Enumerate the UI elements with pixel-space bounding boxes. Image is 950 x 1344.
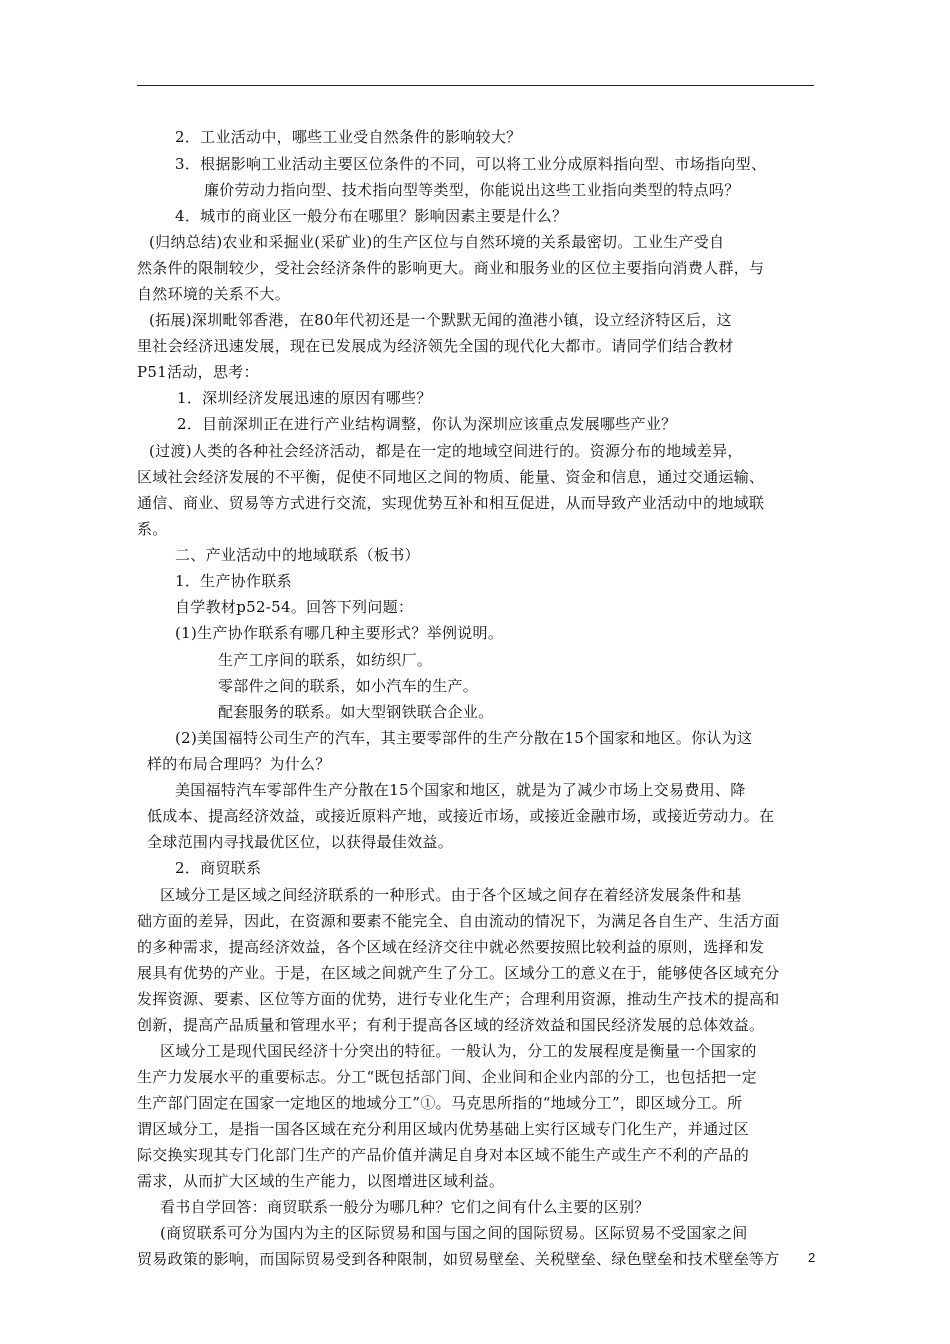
section-heading: 二、产业活动中的地域联系（板书）: [175, 546, 420, 564]
text-line: 系。: [137, 520, 168, 538]
text-line: 生产工序间的联系，如纺织厂。: [218, 651, 433, 669]
text-line: 1．深圳经济发展迅速的原因有哪些？: [177, 389, 432, 407]
text-line: (1)生产协作联系有哪几种主要形式？举例说明。: [175, 624, 504, 642]
text-line: 廉价劳动力指向型、技术指向型等类型，你能说出这些工业指向类型的特点吗？: [204, 181, 740, 199]
subsection-heading: 1．生产协作联系: [175, 572, 292, 590]
text-line: 际交换实现其专门化部门生产的产品价值并满足自身对本区域不能生产或生产不利的产品的: [137, 1146, 750, 1164]
text-line: 2．目前深圳正在进行产业结构调整，你认为深圳应该重点发展哪些产业？: [177, 415, 677, 433]
text-line: 样的布局合理吗？为什么？: [147, 755, 331, 773]
text-line: 配套服务的联系。如大型钢铁联合企业。: [218, 703, 494, 721]
text-line: 创新，提高产品质量和管理水平；有利于提高各区域的经济效益和国民经济发展的总体效益。: [137, 1016, 765, 1034]
text-line: (归纳总结)农业和采掘业(采矿业)的生产区位与自然环境的关系最密切。工业生产受自: [149, 233, 725, 251]
text-line: P51活动，思考：: [137, 363, 259, 381]
text-line: 看书自学回答：商贸联系一般分为哪几种？它们之间有什么主要的区别？: [160, 1198, 650, 1216]
text-line: 自学教材p52-54。回答下列问题：: [175, 598, 414, 616]
text-line: 展具有优势的产业。于是，在区域之间就产生了分工。区域分工的意义在于，能够使各区域充分: [137, 964, 780, 982]
text-line: 零部件之间的联系，如小汽车的生产。: [218, 677, 479, 695]
header-rule: [137, 85, 814, 86]
text-line: 2．工业活动中，哪些工业受自然条件的影响较大？: [175, 128, 522, 146]
text-line: (过渡)人类的各种社会经济活动，都是在一定的地域空间进行的。资源分布的地域差异，: [149, 442, 743, 460]
text-line: 生产力发展水平的重要标志。分工“既包括部门间、企业间和企业内部的分工，也包括把一定: [137, 1068, 757, 1086]
text-line: 需求，从而扩大区域的生产能力，以图增进区域利益。: [137, 1172, 505, 1190]
text-line: 低成本、提高经济效益，或接近原料产地，或接近市场，或接近金融市场，或接近劳动力。在: [147, 807, 775, 825]
text-line: 4．城市的商业区一般分布在哪里？影响因素主要是什么？: [175, 207, 568, 225]
text-line: 通信、商业、贸易等方式进行交流，实现优势互补和相互促进，从而导致产业活动中的地域联: [137, 494, 765, 512]
text-line: 自然环境的关系不大。: [137, 285, 291, 303]
text-line: 里社会经济迅速发展，现在已发展成为经济领先全国的现代化大都市。请同学们结合教材: [137, 337, 734, 355]
text-line: (拓展)深圳毗邻香港，在80年代初还是一个默默无闻的渔港小镇，设立经济特区后，这: [149, 311, 732, 329]
text-line: 础方面的差异，因此，在资源和要素不能完全、自由流动的情况下，为满足各自生产、生活方面: [137, 912, 780, 930]
text-line: 全球范围内寻找最优区位，以获得最佳效益。: [147, 833, 454, 851]
text-line: 3．根据影响工业活动主要区位条件的不同，可以将工业分成原料指向型、市场指向型、: [175, 155, 767, 173]
text-line: (商贸联系可分为国内为主的区际贸易和国与国之间的国际贸易。区际贸易不受国家之间: [160, 1224, 748, 1242]
subsection-heading: 2．商贸联系: [175, 859, 262, 877]
text-line: 贸易政策的影响，而国际贸易受到各种限制，如贸易壁垒、关税壁垒、绿色壁垒和技术壁垒等方: [137, 1250, 780, 1268]
text-line: 然条件的限制较少，受社会经济条件的影响更大。商业和服务业的区位主要指向消费人群，与: [137, 259, 765, 277]
page-number: 2: [808, 1250, 816, 1265]
text-line: 区域分工是区域之间经济联系的一种形式。由于各个区域之间存在着经济发展条件和基: [160, 886, 742, 904]
text-line: 谓区域分工，是指一国各区域在充分利用区域内优势基础上实行区域专门化生产，并通过区: [137, 1120, 750, 1138]
text-line: 发挥资源、要素、区位等方面的优势，进行专业化生产；合理利用资源，推动生产技术的提高和: [137, 990, 780, 1008]
text-line: 区域分工是现代国民经济十分突出的特征。一般认为，分工的发展程度是衡量一个国家的: [160, 1042, 757, 1060]
text-line: (2)美国福特公司生产的汽车，其主要零部件的生产分散在15个国家和地区。你认为这: [175, 729, 753, 747]
text-line: 区域社会经济发展的不平衡，促使不同地区之间的物质、能量、资金和信息，通过交通运输、: [137, 468, 765, 486]
text-line: 的多种需求，提高经济效益，各个区域在经济交往中就必然要按照比较利益的原则，选择和发: [137, 938, 765, 956]
text-line: 美国福特汽车零部件生产分散在15个国家和地区，就是为了减少市场上交易费用、降: [175, 781, 746, 799]
text-line: 生产部门固定在国家一定地区的地域分工”①。马克思所指的“地域分工”，即区域分工。所: [137, 1094, 743, 1112]
